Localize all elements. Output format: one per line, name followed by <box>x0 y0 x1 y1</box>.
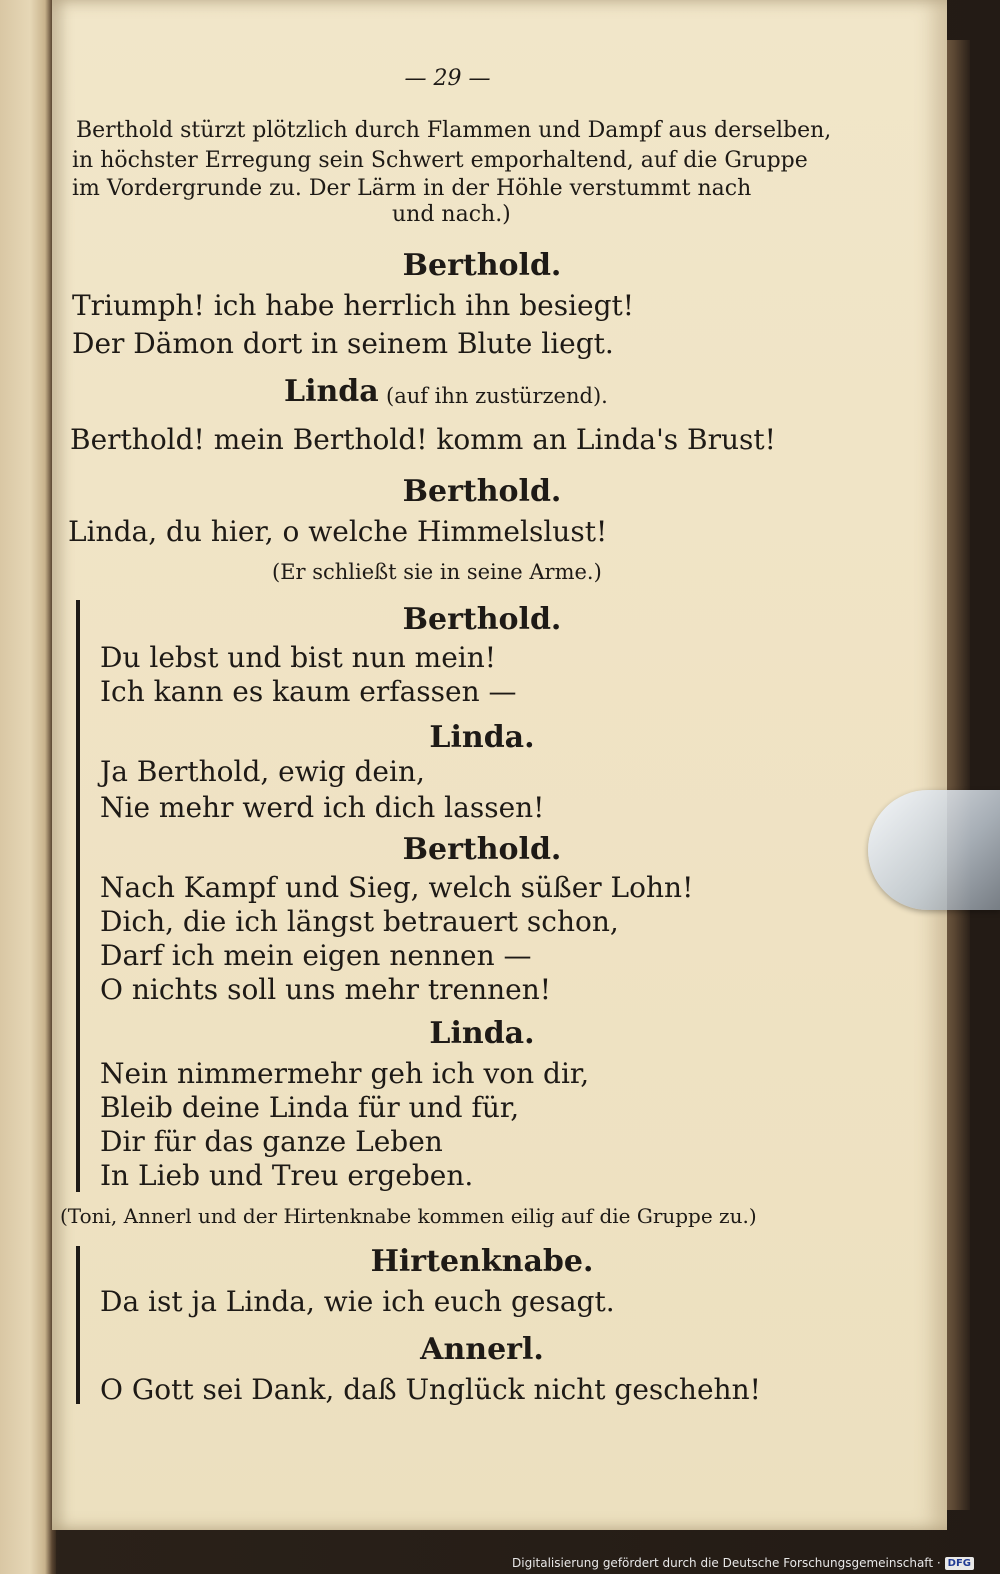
speaker-name: Annerl. <box>420 1332 544 1367</box>
verse-line: O nichts soll uns mehr trennen! <box>100 973 552 1006</box>
verse-line: Ja Berthold, ewig dein, <box>100 755 425 788</box>
verse-line: Berthold! mein Berthold! komm an Linda's Brust! <box>70 423 776 456</box>
verse-line: Darf ich mein eigen nennen — <box>100 939 532 972</box>
book-page <box>52 0 947 1530</box>
speaker-name: Berthold. <box>402 474 562 509</box>
verse-line: Nie mehr werd ich dich lassen! <box>100 791 545 824</box>
verse-line: Triumph! ich habe herrlich ihn besiegt! <box>72 289 635 322</box>
verse-line: Nach Kampf und Sieg, welch süßer Lohn! <box>100 871 694 904</box>
verse-line: Linda, du hier, o welche Himmelslust! <box>68 515 608 548</box>
verse-line: Da ist ja Linda, wie ich euch gesagt. <box>100 1285 615 1318</box>
trio-brace <box>76 1246 96 1404</box>
stage-direction-line: in höchster Erregung sein Schwert emporhaltend, auf die Gruppe <box>72 148 808 173</box>
speaker-name: Berthold. <box>402 602 562 637</box>
credit-text: Digitalisierung gefördert durch die Deutsche Forschungsgemeinschaft · <box>512 1556 941 1570</box>
verse-line: Bleib deine Linda für und für, <box>100 1091 520 1124</box>
verse-line: Nein nimmermehr geh ich von dir, <box>100 1057 590 1090</box>
speaker-name: Linda. <box>429 720 535 755</box>
page-holder-clip <box>868 790 1000 910</box>
verse-line: O Gott sei Dank, daß Unglück nicht geschehn! <box>100 1373 761 1406</box>
verse-line: Dir für das ganze Leben <box>100 1125 443 1158</box>
digitization-credit <box>512 1556 974 1570</box>
stage-direction-line: im Vordergrunde zu. Der Lärm in der Höhle verstummt nach <box>72 176 752 201</box>
stage-direction-line: Berthold stürzt plötzlich durch Flammen und Dampf aus derselben, <box>76 118 832 143</box>
speaker-name: Linda <box>284 374 379 409</box>
stage-direction-inline: (Toni, Annerl und der Hirtenknabe kommen eilig auf die Gruppe zu.) <box>60 1204 757 1228</box>
speaker-name: Hirtenknabe. <box>370 1244 594 1279</box>
duet-brace <box>76 600 96 1192</box>
verse-line: Der Dämon dort in seinem Blute liegt. <box>72 327 614 360</box>
speaker-name: Linda. <box>429 1016 535 1051</box>
stage-direction-inline: (Er schließt sie in seine Arme.) <box>272 560 602 584</box>
verse-line: Dich, die ich längst betrauert schon, <box>100 905 619 938</box>
verse-line: In Lieb und Treu ergeben. <box>100 1159 474 1192</box>
verse-line: Du lebst und bist nun mein! <box>100 641 497 674</box>
previous-page-edge <box>0 0 56 1574</box>
speaker-name: Berthold. <box>402 248 562 283</box>
speaker-name: Berthold. <box>402 832 562 867</box>
speaker-direction: (auf ihn zustürzend). <box>386 384 608 408</box>
verse-line: Ich kann es kaum erfassen — <box>100 675 517 708</box>
page-number: — 29 — <box>404 66 491 91</box>
stage-direction-line: und nach.) <box>392 202 511 227</box>
dfg-logo: DFG <box>945 1557 974 1570</box>
